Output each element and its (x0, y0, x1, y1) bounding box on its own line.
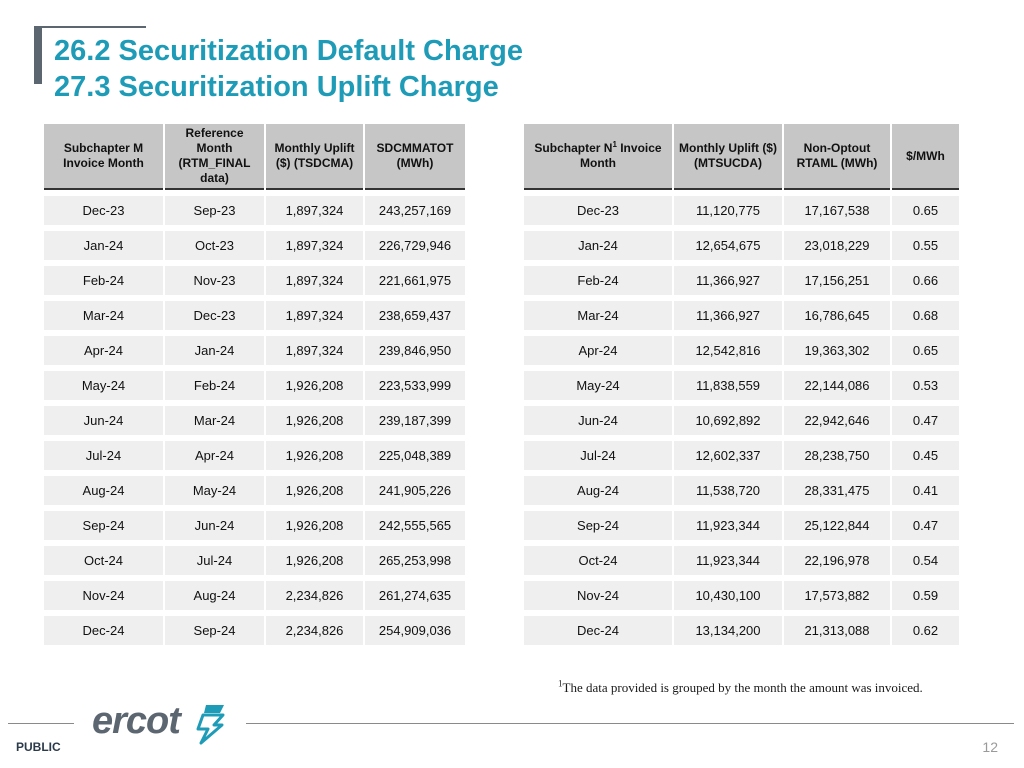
footnote-marker: 1 (558, 678, 563, 689)
table-cell: Aug-24 (44, 476, 163, 505)
footnote (558, 680, 923, 696)
column-header-text: Subchapter N (534, 141, 613, 155)
table-cell: Jul-24 (524, 441, 672, 470)
table-cell: 21,313,088 (784, 616, 890, 645)
table-cell: 1,897,324 (266, 231, 363, 260)
table-row (44, 266, 465, 295)
table-row (524, 266, 959, 295)
table-cell: 22,196,978 (784, 546, 890, 575)
footnote-text: The data provided is grouped by the month the amount was invoiced. (562, 680, 923, 695)
table-cell: Jan-24 (165, 336, 264, 365)
table-cell: 0.65 (892, 196, 959, 225)
table-cell: Aug-24 (524, 476, 672, 505)
table-cell: 1,897,324 (266, 196, 363, 225)
table-cell: 11,923,344 (674, 546, 782, 575)
table-cell: 11,538,720 (674, 476, 782, 505)
table-row (44, 441, 465, 470)
table-cell: Sep-24 (524, 511, 672, 540)
table-cell: Jan-24 (44, 231, 163, 260)
table-cell: Jun-24 (165, 511, 264, 540)
table-cell: 11,366,927 (674, 266, 782, 295)
column-header-text: Invoice Month (580, 141, 662, 170)
table-row (524, 441, 959, 470)
table-cell: 0.66 (892, 266, 959, 295)
table-cell: 1,897,324 (266, 301, 363, 330)
table-cell: 0.62 (892, 616, 959, 645)
table-row (44, 476, 465, 505)
table-cell: 225,048,389 (365, 441, 465, 470)
logo-wordmark: ercot (92, 700, 180, 742)
column-header: Monthly Uplift ($) (TSDCMA) (266, 124, 363, 190)
table-cell: 17,573,882 (784, 581, 890, 610)
footer-divider (246, 723, 1014, 724)
table-cell: Mar-24 (165, 406, 264, 435)
table-cell: 1,926,208 (266, 441, 363, 470)
table-cell: 242,555,565 (365, 511, 465, 540)
column-header: Non-Optout RTAML (MWh) (784, 124, 890, 190)
table-cell: Sep-24 (165, 616, 264, 645)
table-row (44, 546, 465, 575)
ercot-bolt-logo-icon (192, 703, 228, 745)
table-cell: Oct-24 (44, 546, 163, 575)
table-cell: 12,654,675 (674, 231, 782, 260)
table-cell: May-24 (165, 476, 264, 505)
title-accent-bar (34, 26, 42, 84)
table-row (524, 616, 959, 645)
ercot-logo (92, 699, 232, 747)
table-row (524, 336, 959, 365)
table-cell: Dec-23 (165, 301, 264, 330)
table-row (44, 301, 465, 330)
table-cell: 19,363,302 (784, 336, 890, 365)
table-cell: 0.45 (892, 441, 959, 470)
table-cell: 239,846,950 (365, 336, 465, 365)
table-row (524, 231, 959, 260)
table-row (44, 231, 465, 260)
table-cell: 221,661,975 (365, 266, 465, 295)
table-row (524, 301, 959, 330)
table-cell: 0.41 (892, 476, 959, 505)
column-header (524, 124, 672, 190)
table-cell: 241,905,226 (365, 476, 465, 505)
table-cell: 28,238,750 (784, 441, 890, 470)
table-cell: 0.65 (892, 336, 959, 365)
footnote-marker: 1 (612, 140, 617, 149)
table-row (524, 581, 959, 610)
table-cell: 239,187,399 (365, 406, 465, 435)
table-cell: 1,926,208 (266, 476, 363, 505)
table-cell: 243,257,169 (365, 196, 465, 225)
table-cell: Feb-24 (165, 371, 264, 400)
table-cell: Sep-23 (165, 196, 264, 225)
table-cell: Dec-24 (524, 616, 672, 645)
table-cell: 261,274,635 (365, 581, 465, 610)
table-cell: 223,533,999 (365, 371, 465, 400)
table-cell: Oct-24 (524, 546, 672, 575)
table-cell: Feb-24 (44, 266, 163, 295)
table-row (524, 406, 959, 435)
table-row (44, 406, 465, 435)
title-line-2: 27.3 Securitization Uplift Charge (54, 71, 499, 103)
table-row (524, 511, 959, 540)
table-cell: 238,659,437 (365, 301, 465, 330)
table-cell: 1,926,208 (266, 406, 363, 435)
table-row (524, 196, 959, 225)
table-cell: Jun-24 (44, 406, 163, 435)
table-cell: 10,430,100 (674, 581, 782, 610)
table-cell: Nov-23 (165, 266, 264, 295)
table-row (44, 336, 465, 365)
table-row (44, 616, 465, 645)
table-cell: 28,331,475 (784, 476, 890, 505)
table-cell: 0.54 (892, 546, 959, 575)
table-cell: 0.59 (892, 581, 959, 610)
table-cell: May-24 (524, 371, 672, 400)
table-row (44, 511, 465, 540)
table-cell: 17,167,538 (784, 196, 890, 225)
table-cell: 0.68 (892, 301, 959, 330)
table-row (44, 371, 465, 400)
column-header: Monthly Uplift ($) (MTSUCDA) (674, 124, 782, 190)
table-cell: 13,134,200 (674, 616, 782, 645)
table-cell: Jul-24 (165, 546, 264, 575)
table-cell: 0.55 (892, 231, 959, 260)
table-cell: Feb-24 (524, 266, 672, 295)
table-cell: Dec-23 (524, 196, 672, 225)
table-cell: Dec-23 (44, 196, 163, 225)
table-cell: 254,909,036 (365, 616, 465, 645)
table-cell: Apr-24 (524, 336, 672, 365)
table-cell: 2,234,826 (266, 581, 363, 610)
table-cell: 12,602,337 (674, 441, 782, 470)
footer-divider (8, 723, 74, 724)
table-cell: Apr-24 (165, 441, 264, 470)
table-cell: Jun-24 (524, 406, 672, 435)
table-header-row (524, 124, 959, 190)
table-cell: Jul-24 (44, 441, 163, 470)
classification-label: PUBLIC (16, 740, 61, 754)
table-cell: 22,144,086 (784, 371, 890, 400)
table-cell: Mar-24 (524, 301, 672, 330)
table-cell: Nov-24 (524, 581, 672, 610)
table-row (524, 371, 959, 400)
table-cell: Dec-24 (44, 616, 163, 645)
table-cell: 1,926,208 (266, 511, 363, 540)
securitization-default-charge-table (42, 118, 467, 651)
table-cell: 2,234,826 (266, 616, 363, 645)
table-cell: 1,897,324 (266, 266, 363, 295)
table-cell: 16,786,645 (784, 301, 890, 330)
table-cell: 11,366,927 (674, 301, 782, 330)
table-cell: 0.47 (892, 406, 959, 435)
table-cell: Nov-24 (44, 581, 163, 610)
column-header: $/MWh (892, 124, 959, 190)
table-cell: 17,156,251 (784, 266, 890, 295)
page-number: 12 (982, 739, 998, 755)
table-header-row (44, 124, 465, 190)
table-cell: 226,729,946 (365, 231, 465, 260)
column-header: SDCMMATOT (MWh) (365, 124, 465, 190)
table-cell: Jan-24 (524, 231, 672, 260)
table-row (44, 196, 465, 225)
table-cell: 10,692,892 (674, 406, 782, 435)
table-cell: 1,926,208 (266, 371, 363, 400)
table-cell: Oct-23 (165, 231, 264, 260)
table-cell: 11,120,775 (674, 196, 782, 225)
table-cell: 11,838,559 (674, 371, 782, 400)
table-cell: 1,897,324 (266, 336, 363, 365)
table-cell: Sep-24 (44, 511, 163, 540)
column-header: Reference Month (RTM_FINAL data) (165, 124, 264, 190)
table-cell: 265,253,998 (365, 546, 465, 575)
title-line-1: 26.2 Securitization Default Charge (54, 35, 523, 67)
title-accent-line (34, 26, 146, 28)
table-row (44, 581, 465, 610)
table-cell: 12,542,816 (674, 336, 782, 365)
table-cell: May-24 (44, 371, 163, 400)
table-cell: Aug-24 (165, 581, 264, 610)
table-cell: Apr-24 (44, 336, 163, 365)
table-row (524, 546, 959, 575)
table-row (524, 476, 959, 505)
page-title (54, 33, 523, 105)
column-header: Subchapter M Invoice Month (44, 124, 163, 190)
table-cell: 0.47 (892, 511, 959, 540)
table-cell: 0.53 (892, 371, 959, 400)
table-cell: 1,926,208 (266, 546, 363, 575)
table-cell: 11,923,344 (674, 511, 782, 540)
table-cell: 22,942,646 (784, 406, 890, 435)
table-cell: 25,122,844 (784, 511, 890, 540)
table-cell: Mar-24 (44, 301, 163, 330)
securitization-uplift-charge-table (522, 118, 961, 651)
table-cell: 23,018,229 (784, 231, 890, 260)
